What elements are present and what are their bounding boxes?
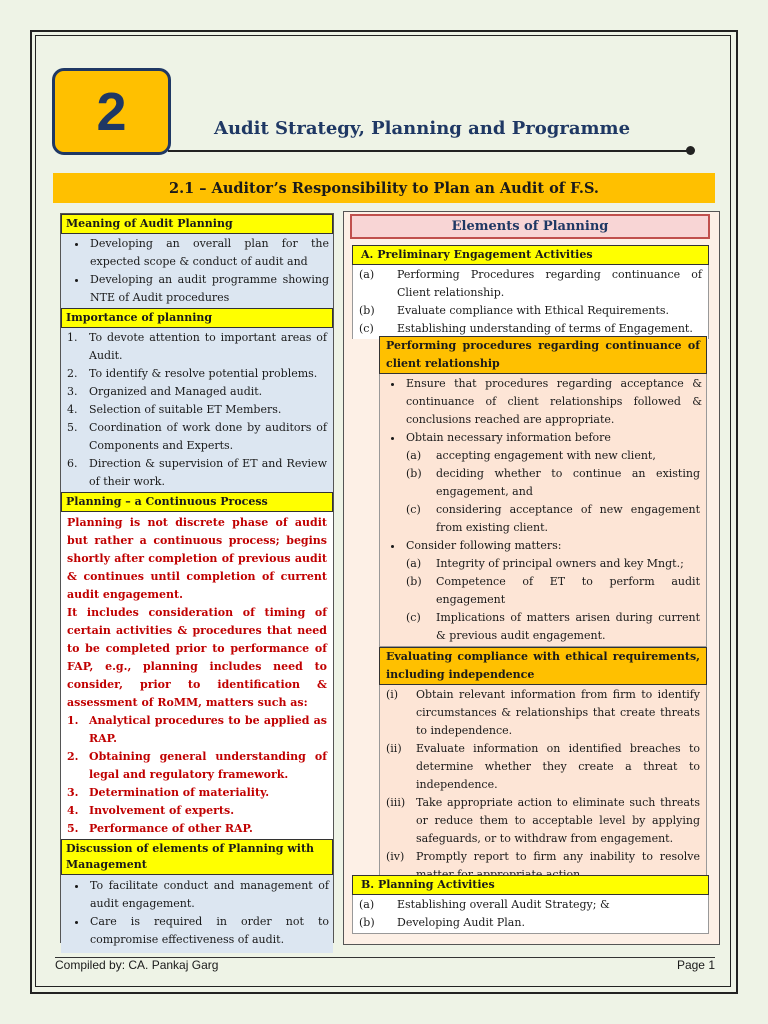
continuous-item-text: Performance of other RAP.	[89, 822, 253, 835]
meaning-body	[61, 234, 333, 308]
importance-item-text: Organized and Managed audit.	[89, 385, 263, 398]
continuous-item-text: Determination of materiality.	[89, 786, 270, 799]
performing-sublist-2	[380, 555, 706, 645]
importance-item	[61, 401, 333, 419]
preliminary-heading: A. Preliminary Engagement Activities	[352, 245, 709, 265]
performing-matter-item-text: Integrity of principal owners and key Mngt.;	[436, 557, 684, 570]
performing-matter-item	[400, 573, 706, 609]
importance-item-number: 4.	[67, 403, 78, 416]
continuous-item-text: Analytical procedures to be applied as RAP.	[89, 714, 327, 745]
performing-sub-item-text: deciding whether to continue an existing engagement, and	[436, 467, 700, 498]
continuous-item-number: 5.	[67, 822, 79, 835]
continuous-item	[61, 784, 333, 802]
performing-bullets	[380, 375, 706, 447]
importance-item-text: To devote attention to important areas of Audit.	[89, 331, 327, 362]
section-title: 2.1 – Auditor’s Responsibility to Plan an Audit of F.S.	[53, 173, 715, 203]
discussion-section	[61, 839, 333, 953]
preliminary-section	[352, 245, 709, 339]
discussion-heading: Discussion of elements of Planning with Management	[61, 839, 333, 875]
planning-activity-item-number: (b)	[359, 916, 375, 929]
importance-item	[61, 329, 333, 365]
continuous-para-1: Planning is not discrete phase of audit but rather a continuous process; begins shortly after completion of previous audit & continues until completion of current audit engagement.	[67, 516, 327, 601]
evaluating-item-text: Promptly report to firm any inability to resolve	[416, 850, 700, 863]
performing-sub-item-number: (a)	[406, 449, 422, 462]
preliminary-item-text: Performing Procedures regarding continuance of Client relationship.	[397, 268, 702, 299]
discussion-item: • To facilitate conduct and management of audit engagement.	[88, 877, 329, 913]
preliminary-item	[353, 302, 708, 320]
planning-activities-heading: B. Planning Activities	[352, 875, 709, 895]
continuous-item	[61, 802, 333, 820]
planning-activity-item-text: Establishing overall Audit Strategy; &	[397, 898, 610, 911]
planning-activities-section	[352, 875, 709, 934]
performing-matter-item-number: (c)	[406, 611, 421, 624]
preliminary-item-text: Establishing understanding of terms of Engagement.	[397, 322, 693, 335]
importance-item-text: Selection of suitable ET Members.	[89, 403, 282, 416]
continuous-item-number: 3.	[67, 786, 79, 799]
discussion-body	[61, 875, 333, 953]
importance-item-number: 6.	[67, 457, 78, 470]
chapter-number: 2	[52, 68, 171, 155]
performing-matter-item-number: (b)	[406, 575, 422, 588]
continuous-item	[61, 712, 333, 748]
importance-item-number: 1.	[67, 331, 78, 344]
importance-item	[61, 383, 333, 401]
importance-item	[61, 419, 333, 455]
evaluating-item-number: (iv)	[386, 850, 405, 863]
meaning-heading: Meaning of Audit Planning	[61, 214, 333, 234]
performing-heading: Performing procedures regarding continuance of client relationship	[379, 336, 707, 374]
discussion-item: • Care is required in order not to compromise effectiveness of audit.	[88, 913, 329, 949]
performing-matter-item-number: (a)	[406, 557, 422, 570]
planning-activity-item-number: (a)	[359, 898, 375, 911]
continuous-list	[61, 712, 333, 839]
continuous-item-number: 1.	[67, 714, 79, 727]
evaluating-item-text: Evaluate information on identified breaches to determine whether they create a threat to independence.	[416, 742, 700, 791]
performing-sub-item	[400, 465, 706, 501]
planning-activity-item-text: Developing Audit Plan.	[397, 916, 525, 929]
performing-matter-item	[400, 555, 706, 573]
importance-item-number: 2.	[67, 367, 78, 380]
continuous-body	[61, 512, 333, 712]
importance-item-text: To identify & resolve potential problems.	[89, 367, 318, 380]
evaluating-heading: Evaluating compliance with ethical requirements, including independence	[379, 647, 707, 685]
meaning-item: • Developing an overall plan for the expected scope & conduct of audit and	[88, 235, 329, 271]
continuous-item-number: 4.	[67, 804, 79, 817]
title-underline	[168, 150, 690, 152]
continuous-item	[61, 748, 333, 784]
planning-activity-item	[353, 914, 708, 932]
performing-sublist-1	[380, 447, 706, 537]
evaluating-item-text: Obtain relevant information from firm to identify circumstances & relationships that create threats to independence.	[416, 688, 700, 737]
importance-heading: Importance of planning	[61, 308, 333, 328]
meaning-list	[61, 235, 333, 307]
footer	[55, 958, 715, 972]
importance-section	[61, 308, 333, 492]
discussion-list	[61, 877, 333, 949]
continuous-heading: Planning – a Continuous Process	[61, 492, 333, 512]
evaluating-item-text: Take appropriate action to eliminate such threats or reduce them to acceptable level by applying safeguards, or to withdraw from engagement.	[416, 796, 700, 845]
performing-matter-item	[400, 609, 706, 645]
preliminary-list	[352, 265, 709, 339]
performing-section	[379, 336, 707, 890]
evaluating-list	[379, 685, 707, 890]
elements-heading: Elements of Planning	[350, 214, 710, 239]
importance-list	[61, 328, 333, 492]
importance-item	[61, 365, 333, 383]
preliminary-item-number: (b)	[359, 304, 375, 317]
performing-matter-item-text: Implications of matters arisen during current & previous audit engagement.	[436, 611, 700, 642]
evaluating-item-number: (iii)	[386, 796, 406, 809]
performing-sub-item-number: (b)	[406, 467, 422, 480]
performing-bullet-2: • Obtain necessary information before	[404, 429, 702, 447]
importance-item-number: 3.	[67, 385, 78, 398]
importance-item	[61, 455, 333, 491]
performing-bullet-3: • Consider following matters:	[404, 537, 702, 555]
evaluating-item	[380, 740, 706, 794]
performing-bullet-1: • Ensure that procedures regarding acceptance & continuance of client relationships followed & conclusions reached are appropriate.	[404, 375, 702, 429]
continuous-item-number: 2.	[67, 750, 79, 763]
performing-body	[379, 374, 707, 647]
meaning-section	[61, 214, 333, 308]
preliminary-item-number: (c)	[359, 322, 374, 335]
importance-item-text: Coordination of work done by auditors of Components and Experts.	[89, 421, 327, 452]
performing-sub-item	[400, 447, 706, 465]
evaluating-item	[380, 794, 706, 848]
performing-sub-item-number: (c)	[406, 503, 421, 516]
left-column	[60, 213, 334, 946]
continuous-item	[61, 820, 333, 838]
performing-sub-item	[400, 501, 706, 537]
performing-sub-item-text: accepting engagement with new client,	[436, 449, 656, 462]
evaluating-item-number: (i)	[386, 688, 399, 701]
evaluating-item	[380, 686, 706, 740]
footer-page-number: Page 1	[676, 958, 715, 972]
performing-sub-item-text: considering acceptance of new engagement from existing client.	[436, 503, 700, 534]
evaluating-item-number: (ii)	[386, 742, 402, 755]
meaning-item: • Developing an audit programme showing NTE of Audit procedures	[88, 271, 329, 307]
performing-bullets-2	[380, 537, 706, 555]
continuous-section	[61, 492, 333, 839]
preliminary-item-number: (a)	[359, 268, 375, 281]
preliminary-item-text: Evaluate compliance with Ethical Requirements.	[397, 304, 670, 317]
planning-activity-item	[353, 896, 708, 914]
footer-author: Compiled by: CA. Pankaj Garg	[55, 958, 219, 972]
importance-item-text: Direction & supervision of ET and Review of their work.	[89, 457, 327, 488]
planning-activities-list	[352, 895, 709, 934]
title-underline-dot	[686, 146, 695, 155]
chapter-title: Audit Strategy, Planning and Programme	[214, 118, 631, 139]
continuous-para-2: It includes consideration of timing of certain activities & procedures that need to be completed prior to performance of FAP, e.g., planning includes need to consider, prior to identification & assessment of RoMM, matters such as:	[67, 606, 327, 709]
importance-item-number: 5.	[67, 421, 78, 434]
performing-matter-item-text: Competence of ET to perform audit engagement	[436, 575, 700, 606]
continuous-item-text: Obtaining general understanding of legal and regulatory framework.	[89, 750, 327, 781]
continuous-item-text: Involvement of experts.	[89, 804, 235, 817]
preliminary-item	[353, 266, 708, 302]
